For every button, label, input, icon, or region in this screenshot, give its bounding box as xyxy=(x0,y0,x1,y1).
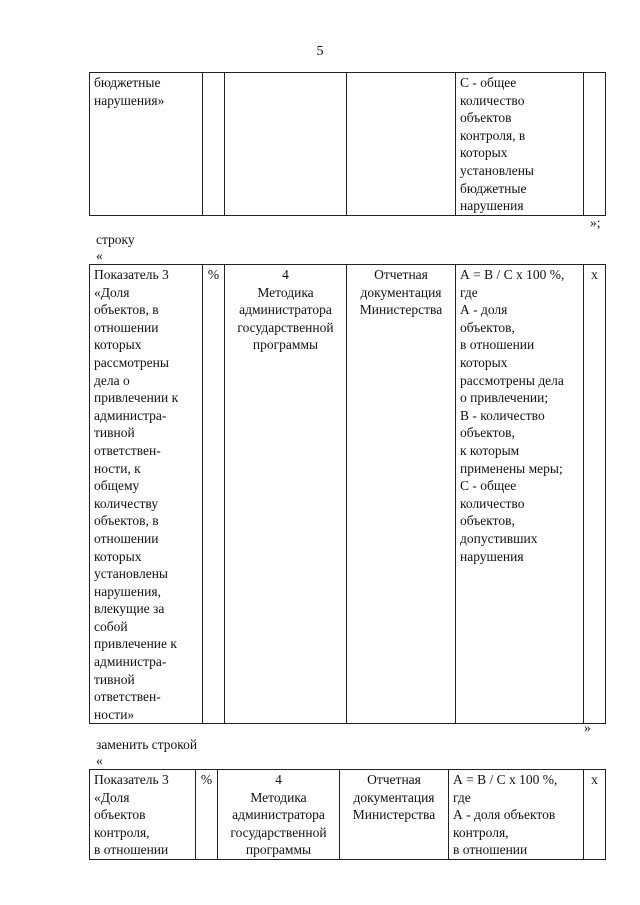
unit-cell: % xyxy=(196,770,218,860)
opening-quote-mark: « xyxy=(96,753,103,768)
methodology-cell xyxy=(225,73,347,216)
indicator-table-old-row xyxy=(89,264,606,724)
methodology-cell: 4 Методика администратора государственной программы xyxy=(225,265,347,724)
indicator-name-cell: Показатель 3 «Доля объектов контроля, в отношении xyxy=(90,770,196,860)
source-cell xyxy=(347,73,456,216)
unit-cell xyxy=(203,73,225,216)
table-row xyxy=(90,265,606,724)
mark-cell xyxy=(584,73,606,216)
instruction-text: строку xyxy=(96,232,135,247)
mark-cell: х xyxy=(584,770,606,860)
table-row xyxy=(90,73,606,216)
opening-quote-mark: « xyxy=(96,248,103,263)
methodology-cell: 4 Методика администратора государственной программы xyxy=(218,770,340,860)
table-row xyxy=(90,770,606,860)
source-cell: Отчетная документация Министерства xyxy=(347,265,456,724)
indicator-table-new-row xyxy=(89,769,606,860)
closing-quote-mark: » xyxy=(584,720,591,735)
mark-cell: х xyxy=(584,265,606,724)
indicator-name-cell: бюджетные нарушения» xyxy=(90,73,203,216)
page-number: 5 xyxy=(316,44,324,59)
formula-cell: А = В / С х 100 %, где А - доля объектов, в отношении которых рассмотрены дела о привлечении; В - количество объектов, к которым применены меры; С - общее количество объектов, допустивших нарушения xyxy=(456,265,584,724)
indicator-table-fragment-top xyxy=(89,72,606,216)
formula-cell: С - общее количество объектов контроля, в которых установлены бюджетные нарушения xyxy=(456,73,584,216)
instruction-text: заменить строкой xyxy=(96,737,198,752)
unit-cell: % xyxy=(203,265,225,724)
formula-cell: А = В / С х 100 %, где А - доля объектов контроля, в отношении xyxy=(449,770,584,860)
indicator-name-cell: Показатель 3 «Доля объектов, в отношении которых рассмотрены дела о привлечении к администра- тивной ответствен- ности, к общему количеству объектов, в отношении которых установлены нарушения, влекущие за собой привлечение к администра- тивной ответствен- ности» xyxy=(90,265,203,724)
closing-quote-mark: »; xyxy=(590,215,601,230)
source-cell: Отчетная документация Министерства xyxy=(340,770,449,860)
